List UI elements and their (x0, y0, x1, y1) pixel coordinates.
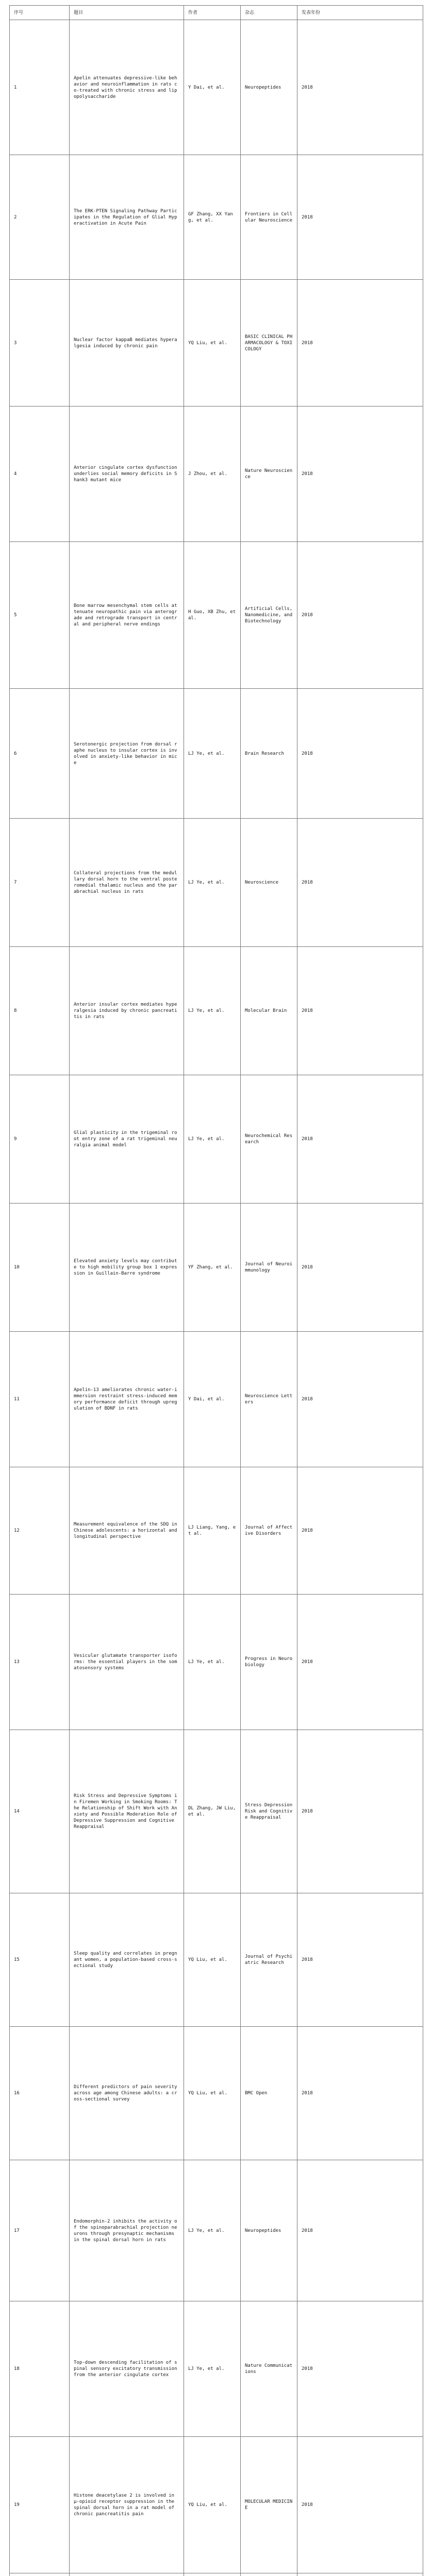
row-year: 2018 (297, 1730, 423, 1893)
row-author: LJ Ye, et al. (184, 2160, 241, 2301)
row-journal: Artificial Cells, Nanomedicine, and Biotechnology (241, 542, 297, 689)
header-author: 作者 (184, 6, 241, 20)
row-year: 2018 (297, 1893, 423, 2027)
row-year: 2018 (297, 20, 423, 155)
row-journal: BMC Open (241, 2027, 297, 2160)
row-year: 2018 (297, 689, 423, 819)
row-year: 2018 (297, 1332, 423, 1467)
row-journal: Stress Depression Risk and Cognitive Reappraisal (241, 1730, 297, 1893)
row-title: Anterior cingulate cortex dysfunction underlies social memory deficits in Shank3 mutant mice (70, 406, 184, 542)
table-header-row (10, 6, 423, 20)
row-title: Risk Stress and Depressive Symptoms in Firemen Working in Smoking Rooms: The Relationship of Shift Work with Anxiety and Possible Moderation Role of Depressive Suppression and Cognitive Reappraisal (70, 1730, 184, 1893)
row-year: 2018 (297, 1204, 423, 1332)
row-year: 2018 (297, 1075, 423, 1204)
table-row (10, 1595, 423, 1730)
row-number: 4 (10, 406, 70, 542)
row-title: Top-down descending facilitation of spinal sensory excitatory transmission from the anterior cingulate cortex (70, 2301, 184, 2437)
row-journal: Journal of Psychiatric Research (241, 1893, 297, 2027)
row-author: LJ Ye, et al. (184, 2301, 241, 2437)
row-number: 10 (10, 1204, 70, 1332)
table-row (10, 1893, 423, 2027)
row-journal: Neuropeptides (241, 20, 297, 155)
row-journal: Neurochemical Research (241, 1075, 297, 1204)
row-title: Different predictors of pain severity across age among Chinese adults: a cross-sectional survey (70, 2027, 184, 2160)
row-number: 5 (10, 542, 70, 689)
row-number: 15 (10, 1893, 70, 2027)
row-number: 18 (10, 2301, 70, 2437)
table-row (10, 1467, 423, 1595)
row-year: 2018 (297, 280, 423, 406)
row-journal: Journal of Affective Disorders (241, 1467, 297, 1595)
row-number: 2 (10, 155, 70, 280)
row-journal: Nature Communications (241, 2301, 297, 2437)
table-row (10, 406, 423, 542)
table-row (10, 1332, 423, 1467)
row-author (184, 2573, 241, 2576)
row-title: Apelin attenuates depressive-like behavior and neuroinflammation in rats co-treated with chronic stress and lipopolysaccharide (70, 20, 184, 155)
header-year: 发表年份 (297, 6, 423, 20)
row-title: Histone deacetylase 2 is involved in μ-opioid receptor suppression in the spinal dorsal horn in a rat model of chronic pancreatitis pain (70, 2437, 184, 2573)
table-row (10, 1075, 423, 1204)
row-author: LJ Ye, et al. (184, 947, 241, 1075)
row-journal: Brain Research (241, 689, 297, 819)
row-year (297, 2573, 423, 2576)
table-row (10, 542, 423, 689)
row-number: 13 (10, 1595, 70, 1730)
row-number: 17 (10, 2160, 70, 2301)
row-year: 2018 (297, 1595, 423, 1730)
row-title: Serotonergic projection from dorsal raphe nucleus to insular cortex is involved in anxiety-like behavior in mice (70, 689, 184, 819)
table-row (10, 280, 423, 406)
table-row (10, 2573, 423, 2576)
row-author: H Guo, XB Zhu, et al. (184, 542, 241, 689)
row-author: YQ Liu, et al. (184, 280, 241, 406)
row-author: LJ Ye, et al. (184, 1075, 241, 1204)
row-title: The ERK-PTEN Signaling Pathway Participates in the Regulation of Glial Hyperactivation in Acute Pain (70, 155, 184, 280)
row-year: 2018 (297, 155, 423, 280)
row-title: Sleep quality and correlates in pregnant women, a population-based cross-sectional study (70, 1893, 184, 2027)
table-row (10, 1204, 423, 1332)
row-number: 1 (10, 20, 70, 155)
row-title: Vesicular glutamate transporter isoforms: the essential players in the somatosensory systems (70, 1595, 184, 1730)
row-journal (241, 2573, 297, 2576)
row-number: 19 (10, 2437, 70, 2573)
row-number: 12 (10, 1467, 70, 1595)
row-year: 2018 (297, 2301, 423, 2437)
row-journal: Journal of Neuroimmunology (241, 1204, 297, 1332)
row-number: 16 (10, 2027, 70, 2160)
row-number (10, 2573, 70, 2576)
row-year: 2018 (297, 819, 423, 947)
row-author: LJ Ye, et al. (184, 819, 241, 947)
row-number: 8 (10, 947, 70, 1075)
table-row (10, 2437, 423, 2573)
row-author: YQ Liu, et al. (184, 2437, 241, 2573)
table-row (10, 155, 423, 280)
row-author: Y Dai, et al. (184, 20, 241, 155)
row-number: 6 (10, 689, 70, 819)
row-title: Bone marrow mesenchymal stem cells attenuate neuropathic pain via anterograde and retrograde transport in central and peripheral nerve endings (70, 542, 184, 689)
table-row (10, 2027, 423, 2160)
header-number: 序号 (10, 6, 70, 20)
row-title: Collateral projections from the medullary dorsal horn to the ventral posteromedial thalamic nucleus and the parabrachial nucleus in rats (70, 819, 184, 947)
row-title: Elevated anxiety levels may contribute to high mobility group box 1 expression in Guillain-Barre syndrome (70, 1204, 184, 1332)
row-author: LJ Liang, Yang, et al. (184, 1467, 241, 1595)
table-row (10, 2160, 423, 2301)
row-number: 11 (10, 1332, 70, 1467)
row-number: 9 (10, 1075, 70, 1204)
table-row (10, 20, 423, 155)
row-year: 2018 (297, 947, 423, 1075)
row-journal: Neuroscience (241, 819, 297, 947)
row-title: Glial plasticity in the trigeminal root entry zone of a rat trigeminal neuralgia animal model (70, 1075, 184, 1204)
row-title: Nuclear factor kappaB mediates hyperalgesia induced by chronic pain (70, 280, 184, 406)
row-journal: Frontiers in Cellular Neuroscience (241, 155, 297, 280)
header-title: 题目 (70, 6, 184, 20)
row-author: YF Zhang, et al. (184, 1204, 241, 1332)
row-author: DL Zhang, JW Liu, et al. (184, 1730, 241, 1893)
table-row (10, 947, 423, 1075)
row-author: GF Zhang, XX Yang, et al. (184, 155, 241, 280)
row-number: 3 (10, 280, 70, 406)
row-title: Endomorphin-2 inhibits the activity of the spinoparabrachial projection neurons through presynaptic mechanisms in the spinal dorsal horn in rats (70, 2160, 184, 2301)
row-journal: Neuropeptides (241, 2160, 297, 2301)
row-year: 2018 (297, 406, 423, 542)
header-journal: 杂志 (241, 6, 297, 20)
row-author: J Zhou, et al. (184, 406, 241, 542)
row-year: 2018 (297, 2437, 423, 2573)
row-journal: Neuroscience Letters (241, 1332, 297, 1467)
row-journal: MOLECULAR MEDICINE (241, 2437, 297, 2573)
row-journal: Molecular Brain (241, 947, 297, 1075)
table-row (10, 819, 423, 947)
publication-table (9, 5, 423, 2576)
row-number: 7 (10, 819, 70, 947)
row-author: LJ Ye, et al. (184, 689, 241, 819)
row-journal: Nature Neuroscience (241, 406, 297, 542)
row-year: 2018 (297, 2027, 423, 2160)
table-row (10, 689, 423, 819)
row-year: 2018 (297, 2160, 423, 2301)
row-year: 2018 (297, 542, 423, 689)
row-number: 14 (10, 1730, 70, 1893)
row-year: 2018 (297, 1467, 423, 1595)
row-title: Apelin-13 ameliorates chronic water-immersion restraint stress-induced memory performance deficit through upregulation of BDNF in rats (70, 1332, 184, 1467)
row-author: YQ Liu, et al. (184, 1893, 241, 2027)
row-author: Y Dai, et al. (184, 1332, 241, 1467)
row-title (70, 2573, 184, 2576)
table-row (10, 2301, 423, 2437)
row-title: Anterior insular cortex mediates hyperalgesia induced by chronic pancreatitis in rats (70, 947, 184, 1075)
row-author: YQ Liu, et al. (184, 2027, 241, 2160)
row-journal: BASIC CLINICAL PHARMACOLOGY & TOXICOLOGY (241, 280, 297, 406)
row-title: Measurement equivalence of the SDQ in Chinese adolescents: a horizontal and longitudinal perspective (70, 1467, 184, 1595)
row-journal: Progress in Neurobiology (241, 1595, 297, 1730)
table-row (10, 1730, 423, 1893)
row-author: LJ Ye, et al. (184, 1595, 241, 1730)
